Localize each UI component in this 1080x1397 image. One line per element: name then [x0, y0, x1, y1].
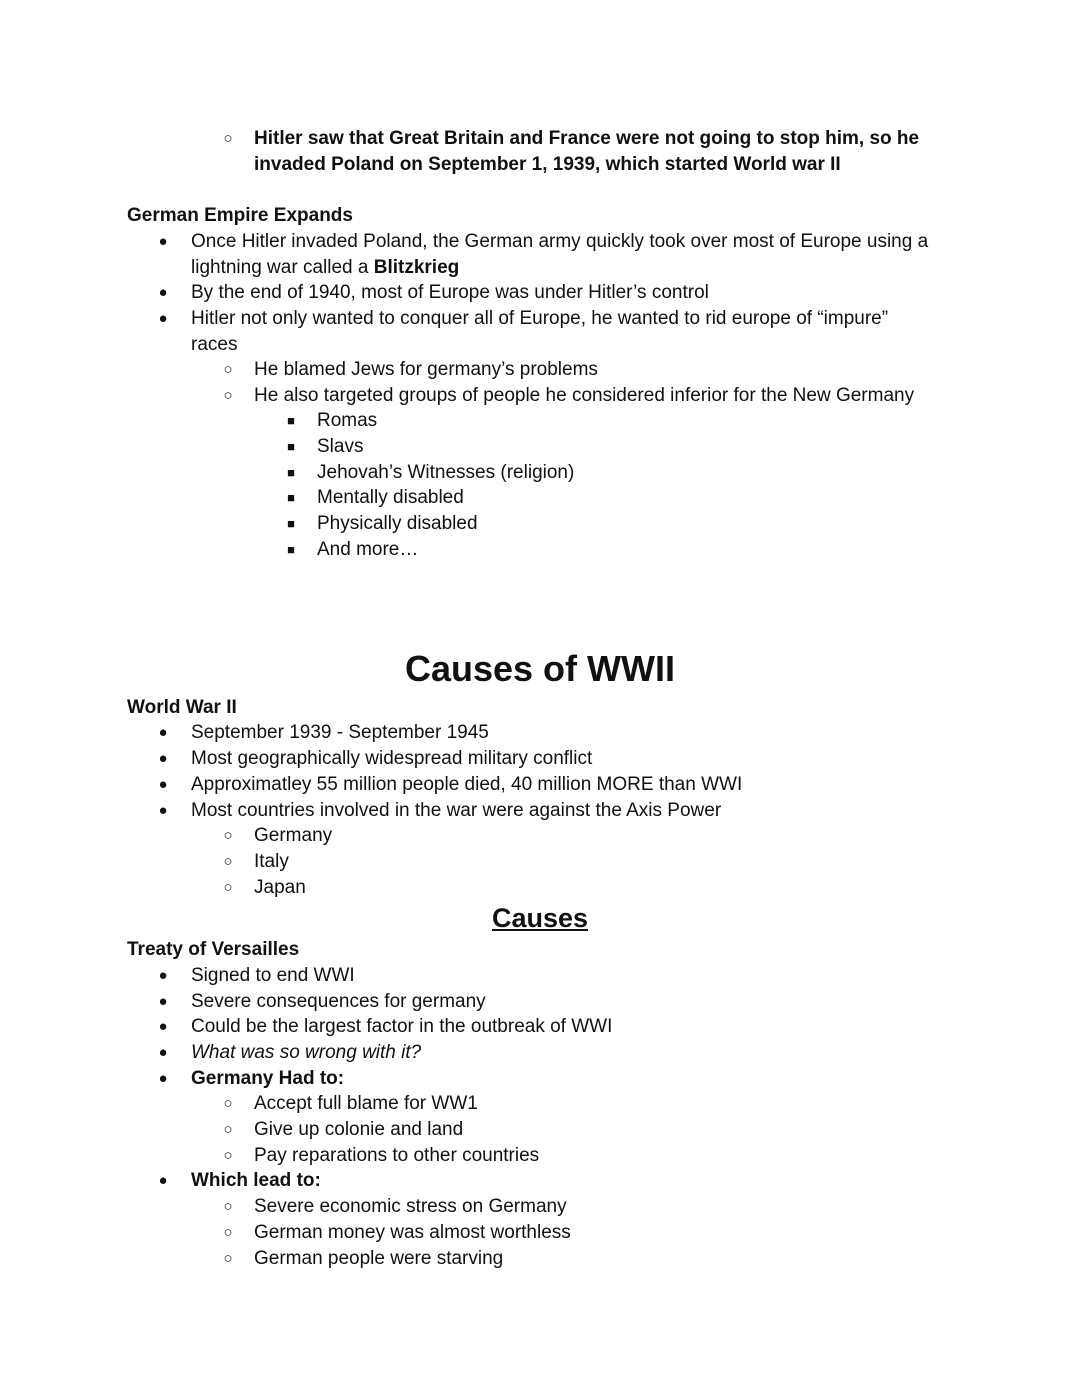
bullet-icon: ●: [158, 724, 168, 741]
expands-bullet-1-line2: [191, 255, 459, 281]
expands-bullet-3-line2: races: [191, 334, 238, 355]
had-to-item: Pay reparations to other countries: [254, 1145, 540, 1166]
blitzkrieg-term: Blitzkrieg: [373, 257, 460, 278]
bullet-icon: ●: [158, 776, 168, 793]
page-title: Causes of WWII: [404, 648, 676, 689]
treaty-bullet-2: Severe consequences for germany: [191, 991, 486, 1012]
intro-text-line1: Hitler saw that Great Britain and France were not going to stop him, so he: [254, 128, 920, 149]
hollow-bullet-icon: ○: [223, 1250, 233, 1267]
lead-to-item: Severe economic stress on Germany: [254, 1196, 567, 1217]
bullet-icon: ●: [158, 1044, 168, 1061]
hollow-bullet-icon: ○: [223, 1224, 233, 1241]
axis-country: Japan: [254, 877, 306, 898]
had-to-item: Accept full blame for WW1: [254, 1093, 478, 1114]
expands-bullet-1-line1: Once Hitler invaded Poland, the German army quickly took over most of Europe using a: [191, 231, 929, 252]
expands-bullet-3-line1: Hitler not only wanted to conquer all of Europe, he wanted to rid europe of “impure”: [191, 308, 889, 329]
axis-country: Germany: [254, 825, 333, 846]
intro-text-line2: invaded Poland on September 1, 1939, which started World war II: [254, 154, 841, 175]
bullet-icon: ●: [158, 310, 168, 327]
section-heading-treaty-of-versailles: Treaty of Versailles: [127, 939, 300, 960]
hollow-bullet-icon: ○: [223, 1095, 233, 1112]
bullet-icon: ●: [158, 993, 168, 1010]
group-item: And more…: [317, 539, 419, 560]
bullet-icon: ●: [158, 233, 168, 250]
hollow-bullet-icon: ○: [223, 827, 233, 844]
hollow-bullet-icon: ○: [223, 1198, 233, 1215]
square-bullet-icon: ■: [287, 516, 295, 531]
hollow-bullet-icon: ○: [223, 130, 233, 147]
group-item: Physically disabled: [317, 513, 478, 534]
bullet-icon: ●: [158, 284, 168, 301]
bullet-icon: ●: [158, 1018, 168, 1035]
square-bullet-icon: ■: [287, 542, 295, 557]
bullet-icon: ●: [158, 1172, 168, 1189]
bullet-icon: ●: [158, 802, 168, 819]
treaty-bullet-1: Signed to end WWI: [191, 965, 355, 986]
group-item: Romas: [317, 410, 378, 431]
treaty-bullet-5: Germany Had to:: [191, 1068, 345, 1089]
hollow-bullet-icon: ○: [223, 1121, 233, 1138]
treaty-bullet-6: Which lead to:: [191, 1170, 321, 1191]
section-heading-world-war-ii: World War II: [127, 697, 237, 718]
ww2-bullet-4: Most countries involved in the war were against the Axis Power: [191, 800, 722, 821]
hollow-bullet-icon: ○: [223, 879, 233, 896]
had-to-item: Give up colonie and land: [254, 1119, 464, 1140]
square-bullet-icon: ■: [287, 439, 295, 454]
group-item: Slavs: [317, 436, 364, 457]
square-bullet-icon: ■: [287, 465, 295, 480]
hollow-bullet-icon: ○: [223, 387, 233, 404]
lead-to-item: German money was almost worthless: [254, 1222, 571, 1243]
bullet-icon: ●: [158, 1070, 168, 1087]
square-bullet-icon: ■: [287, 490, 295, 505]
ww2-bullet-1: September 1939 - September 1945: [191, 722, 489, 743]
square-bullet-icon: ■: [287, 413, 295, 428]
bullet-icon: ●: [158, 750, 168, 767]
hollow-bullet-icon: ○: [223, 1147, 233, 1164]
causes-subtitle: Causes: [491, 903, 589, 933]
hollow-bullet-icon: ○: [223, 853, 233, 870]
ww2-bullet-2: Most geographically widespread military conflict: [191, 748, 593, 769]
section-heading-german-empire-expands: German Empire Expands: [127, 205, 353, 226]
group-item: Jehovah’s Witnesses (religion): [317, 462, 575, 483]
hollow-bullet-icon: ○: [223, 361, 233, 378]
ww2-bullet-3: Approximatley 55 million people died, 40 million MORE than WWI: [191, 774, 743, 795]
expands-sub-bullet-2: He also targeted groups of people he considered inferior for the New Germany: [254, 385, 915, 406]
treaty-bullet-3: Could be the largest factor in the outbreak of WWI: [191, 1016, 613, 1037]
bullet-icon: ●: [158, 967, 168, 984]
expands-sub-bullet-1: He blamed Jews for germany’s problems: [254, 359, 598, 380]
expands-bullet-2: By the end of 1940, most of Europe was under Hitler’s control: [191, 282, 709, 303]
axis-country: Italy: [254, 851, 289, 872]
group-item: Mentally disabled: [317, 487, 464, 508]
expands-bullet-1-line2-text: lightning war called a: [191, 257, 374, 278]
lead-to-item: German people were starving: [254, 1248, 504, 1269]
treaty-bullet-4: What was so wrong with it?: [191, 1042, 422, 1063]
